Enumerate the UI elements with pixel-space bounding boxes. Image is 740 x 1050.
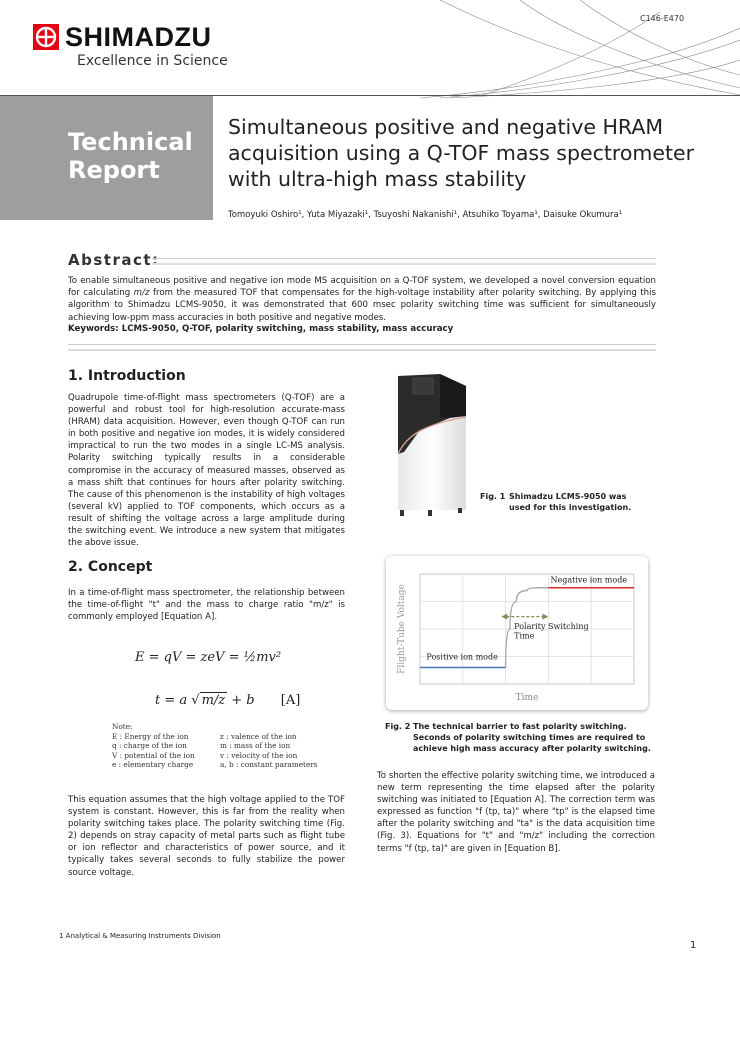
note-item: z : valence of the ion: [220, 731, 297, 741]
notes-left-column: [112, 732, 220, 770]
report-type-label: [68, 128, 193, 184]
figure-2-caption: [385, 721, 660, 754]
abstract-bottom-rule: [68, 344, 656, 351]
equation-a-lhs: t = a: [155, 693, 188, 708]
equation-notes: [112, 722, 318, 770]
figure-1-caption: [480, 491, 644, 513]
concept-heading: 2. Concept: [68, 559, 153, 575]
note-item: E : Energy of the ion: [112, 731, 189, 741]
equation-a-tag: [A]: [280, 693, 301, 708]
notes-heading: Note:: [112, 722, 133, 731]
figure-1-label: Fig. 1: [480, 492, 506, 501]
concept-body: In a time-of-flight mass spectrometer, the relationship between the time-of-flight "t" and the mass to charge ratio "m/z" is commonly employed [Equation A].: [68, 588, 345, 623]
y-axis-label: Flight-Tube Voltage: [397, 584, 407, 674]
equation-a: t = a √ m/z + b [A]: [155, 693, 301, 708]
page-number: 1: [690, 940, 697, 951]
equation-energy: E = qV = zeV = ½mv²: [135, 650, 282, 665]
x-axis-label: Time: [515, 693, 539, 703]
abstract-heading: Abstract:: [68, 251, 160, 269]
polarity-switching-chart: [386, 556, 648, 710]
keywords: Keywords: LCMS-9050, Q-TOF, polarity switching, mass stability, mass accuracy: [68, 324, 454, 334]
chart-annotation: Time: [514, 631, 535, 641]
figure-2-label: Fig. 2: [385, 722, 411, 731]
footnote: 1 Analytical & Measuring Instruments Division: [59, 932, 221, 940]
abstract-rule: [152, 258, 656, 265]
figure-1-text: Shimadzu LCMS-9050 was used for this investigation.: [509, 492, 632, 512]
note-item: V : potential of the ion: [112, 750, 195, 760]
concept-body-2: This equation assumes that the high voltage applied to the TOF system is constant. However, this is far from the reality when polarity switching takes place. The polarity switching time (Fig. 2) depends on stray capacity of metal parts such as flight tube or ion reflector and characteristics of power source, and it typically takes several seconds to fully stabilize the power source voltage.: [68, 795, 345, 878]
chart-annotation: Polarity Switching: [514, 622, 589, 631]
report-type-line1: Technical: [68, 128, 193, 156]
document-code: C146-E470: [640, 14, 685, 23]
brand-tagline: Excellence in Science: [77, 53, 228, 69]
paper-title: Simultaneous positive and negative HRAM acquisition using a Q-TOF mass spectrometer with ultra-high mass stability: [228, 115, 695, 191]
report-type-line2: Report: [68, 156, 160, 184]
equation-a-rhs: + b: [231, 693, 255, 708]
right-column-body: To shorten the effective polarity switching time, we introduced a new term representing the time elapsed after the polarity switching was initiated to [Equation A]. The correction term was expressed as function "f (tp, ta)" where "tp" is the elapsed time after the polarity switching and "ta" is the data acquisition time (Fig. 3). Equations for "t" and "m/z" including the correction terms "f (tp, ta)" are given in [Equation B].: [377, 771, 655, 854]
abstract-text-1: To enable simultaneous positive and negative ion mode MS acquisition on a Q-TOF system, we developed a novel conversion equation for calculating: [68, 276, 656, 299]
chart-annotation: Negative ion mode: [550, 575, 628, 585]
introduction-heading: 1. Introduction: [68, 368, 186, 384]
figure-2-text: The technical barrier to fast polarity switching. Seconds of polarity switching times are required to achieve high mass accuracy after polarity switching.: [413, 722, 651, 753]
equation-a-radicand: m/z: [201, 693, 226, 708]
figure-2-chart-card: [386, 556, 648, 710]
introduction-body: Quadrupole time-of-flight mass spectrometers (Q-TOF) are a powerful and robust tool for high-resolution accurate-mass (HRAM) data acquisition. However, even though Q-TOF can run in both positive and negative ion modes, it is widely considered impractical to run the two modes in a single LC-MS analysis. Polarity switching typically results in a considerable compromise in the accuracy of measured masses, observed as a mass shift that continues for hours after polarity switching. The cause of this phenomenon is the instability of high voltages (several kV) applied to TOF components, which occurs as a result of shifting the voltage across a large amplitude during the switching event. We introduce a new system that mitigates the above issue.: [68, 393, 345, 549]
shimadzu-cross-icon: [33, 24, 59, 50]
note-item: v : velocity of the ion: [220, 750, 298, 760]
abstract-mz: m/z: [133, 288, 150, 299]
author-list: Tomoyuki Oshiro¹, Yuta Miyazaki¹, Tsuyoshi Nakanishi¹, Atsuhiko Toyama¹, Daisuke Okumura¹: [228, 210, 623, 220]
note-item: a, b : constant parameters: [220, 760, 318, 770]
note-item: e : elementary charge: [112, 760, 194, 770]
note-item: m : mass of the ion: [220, 741, 291, 751]
note-item: q : charge of the ion: [112, 741, 187, 751]
notes-right-column: [220, 732, 318, 770]
abstract-text-2: from the measured TOF that compensates for the high-voltage instability after polarity switching. By applying this algorithm to Shimadzu LCMS-9050, it was demonstrated that 600 msec polarity switching time was sufficient for simultaneously achieving low-ppm mass accuracies in both positive and negative modes.: [68, 288, 656, 323]
report-type-box: [0, 96, 213, 220]
lcms-9050-instrument-image: [380, 370, 480, 520]
abstract-body: [68, 275, 656, 324]
chart-annotation: Positive ion mode: [426, 652, 498, 662]
brand-name: SHIMADZU: [65, 22, 212, 52]
